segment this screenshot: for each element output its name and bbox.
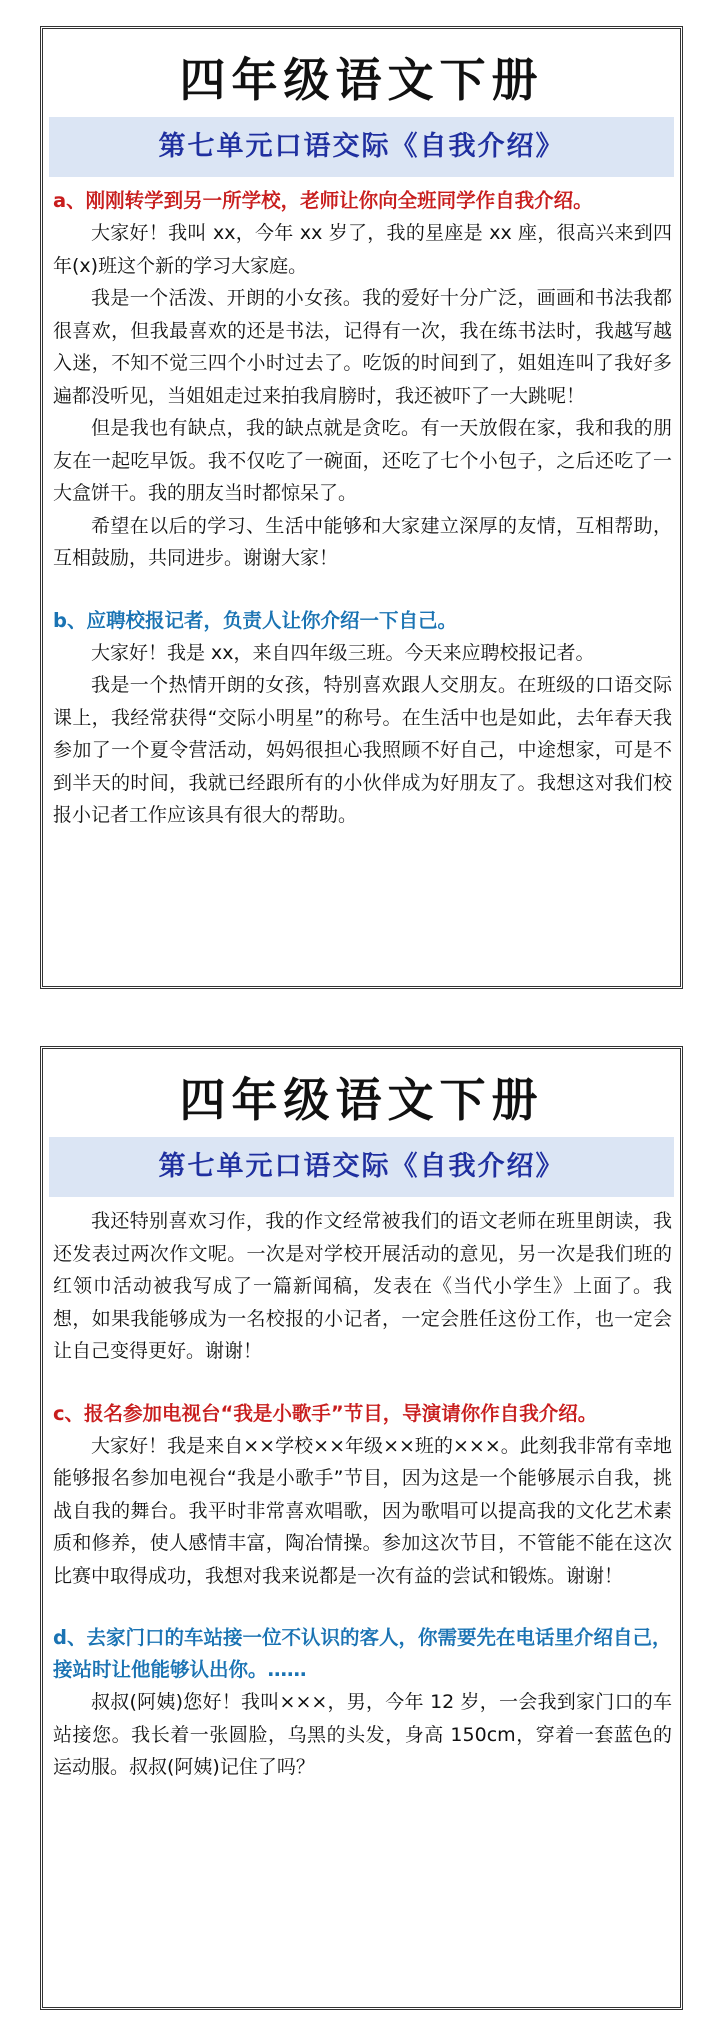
page-content [43, 177, 680, 832]
section-d-prompt: d、去家门口的车站接一位不认识的客人，你需要先在电话里介绍自己，接站时让他能够认出你。…… [53, 1626, 672, 1681]
page-title: 四年级语文下册 [179, 1073, 544, 1127]
section-a-prompt: a、刚刚转学到另一所学校，老师让你向全班同学作自我介绍。 [53, 189, 593, 212]
page-content [43, 1197, 680, 1784]
page-subtitle: 第七单元口语交际《自我介绍》 [49, 117, 674, 177]
section-b-continuation: 我还特别喜欢习作，我的作文经常被我们的语文老师在班里朗读，我还发表过两次作文呢。一次是对学校开展活动的意见，另一次是我们班的红领巾活动被我写成了一篇新闻稿，发表在《当代小学生》上面了。我想，如果我能够成为一名校报的小记者，一定会胜任这份工作，也一定会让自己变得更好。谢谢！ [53, 1210, 672, 1362]
section-c-prompt: c、报名参加电视台“我是小歌手”节目，导演请你作自我介绍。 [53, 1401, 598, 1425]
section-b-paragraph: 我是一个热情开朗的女孩，特别喜欢跟人交朋友。在班级的口语交际课上，我经常获得“交际小明星”的称号。在生活中也是如此，去年春天我参加了一个夏令营活动，妈妈很担心我照顾不好自己，中途想家，可是不到半天的时间，我就已经跟所有的小伙伴成为好朋友了。我想这对我们校报小记者工作应该具有很大的帮助。 [53, 674, 672, 826]
page-title: 四年级语文下册 [179, 53, 544, 107]
worksheet-page-1 [40, 26, 683, 989]
section-c-paragraph: 大家好！我是来自××学校××年级××班的×××。此刻我非常有幸地能够报名参加电视台“我是小歌手”节目，因为这是一个能够展示自我，挑战自我的舞台。我平时非常喜欢唱歌，因为歌唱可以提高我的文化艺术素质和修养，使人感情丰富，陶冶情操。参加这次节目，不管能不能在这次比赛中取得成功，我想对我来说都是一次有益的尝试和锻炼。谢谢！ [53, 1434, 672, 1587]
section-b-prompt: b、应聘校报记者，负责人让你介绍一下自己。 [53, 608, 457, 632]
section-d-paragraph: 叔叔(阿姨)您好！我叫×××，男，今年 12 岁，一会我到家门口的车站接您。我长着一张圆脸，乌黑的头发，身高 150cm，穿着一套蓝色的运动服。叔叔(阿姨)记住了吗？ [53, 1691, 672, 1778]
section-a-paragraph: 大家好！我叫 xx，今年 xx 岁了，我的星座是 xx 座，很高兴来到四年(x)班这个新的学习大家庭。 [53, 222, 672, 277]
section-a-paragraph: 我是一个活泼、开朗的小女孩。我的爱好十分广泛，画画和书法我都很喜欢，但我最喜欢的还是书法，记得有一次，我在练书法时，我越写越入迷，不知不觉三四个小时过去了。吃饭的时间到了，姐姐连叫了我好多遍都没听见，当姐姐走过来拍我肩膀时，我还被吓了一大跳呢！ [53, 287, 672, 407]
section-b-paragraph: 大家好！我是 xx，来自四年级三班。今天来应聘校报记者。 [91, 641, 595, 664]
section-a-paragraph: 但是我也有缺点，我的缺点就是贪吃。有一天放假在家，我和我的朋友在一起吃早饭。我不仅吃了一碗面，还吃了七个小包子，之后还吃了一大盒饼干。我的朋友当时都惊呆了。 [53, 417, 672, 504]
worksheet-page-2 [40, 1046, 683, 2010]
page-subtitle: 第七单元口语交际《自我介绍》 [49, 1137, 674, 1197]
section-a-paragraph: 希望在以后的学习、生活中能够和大家建立深厚的友情，互相帮助，互相鼓励，共同进步。谢谢大家！ [53, 514, 672, 569]
